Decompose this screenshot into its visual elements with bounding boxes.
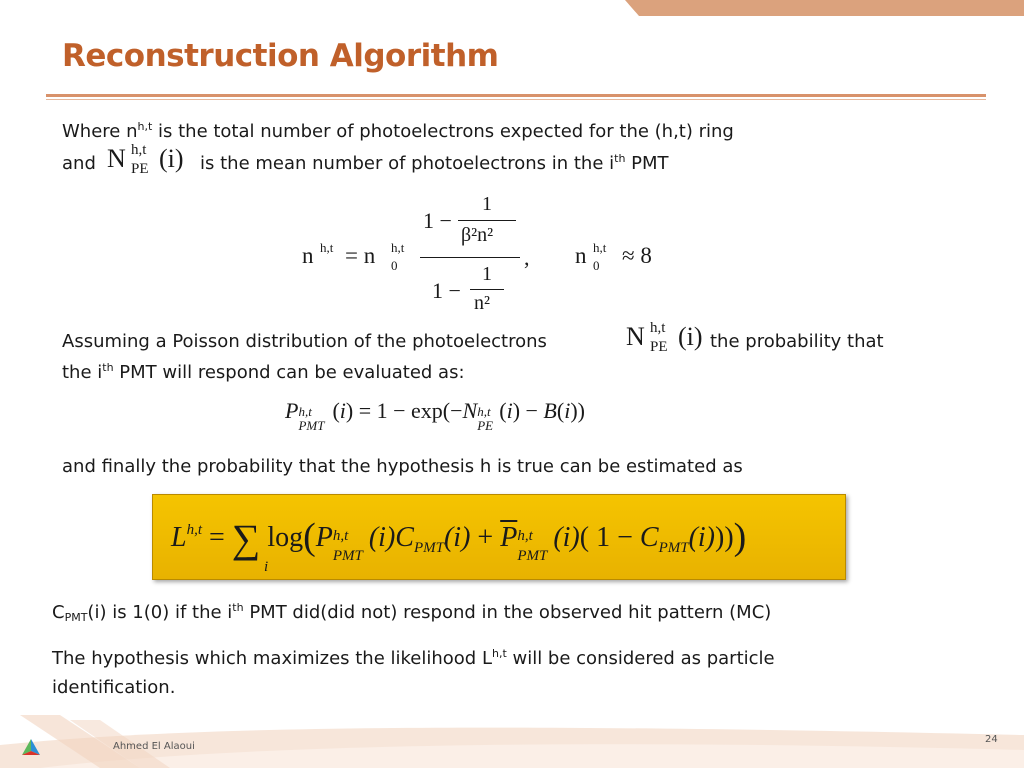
para3: and finally the probability that the hypothesis h is true can be estimated as (62, 456, 743, 477)
para2-line2: the $i^{th}$ PMT will respond can be evaluated as: (62, 361, 465, 383)
title-rule (46, 94, 986, 97)
equation-likelihood: L$^{h,t}$ = ∑ log(P h,t PMT $(i)C_{PMT}(i) + \overline{P}$ h,t PMT (i)( $1 - C_{PMT}(i)$))) i (171, 516, 747, 575)
equation-probability: P h,t PMT (i) = 1 − exp(−N h,t PE (i) − B(i)) (285, 398, 585, 433)
likelihood-equation-box (152, 494, 846, 580)
para5-line2: identification. (52, 677, 176, 698)
para2-line1-rest: the probability that (710, 331, 884, 352)
argonne-logo-icon (20, 737, 42, 759)
fraction-line (470, 289, 504, 290)
main-fraction-line (420, 257, 520, 258)
header-accent-bar (625, 0, 1024, 16)
fraction-line (458, 220, 516, 221)
footer-decoration (0, 705, 1024, 768)
npe-symbol: N h,t PE (i) (107, 142, 184, 177)
para1-line2-rest: is the mean number of photoelectrons in the $i^{th}$ PMT (200, 152, 669, 174)
para4: $C_{PMT}(i)$ is 1(0) if the $i^{th}$ PMT did(did not) respond in the observed hit pattern (MC) (52, 601, 772, 624)
npe-symbol-2: N h,t PE (i) (626, 320, 703, 355)
page-number: 24 (985, 734, 998, 745)
para5-line1: The hypothesis which maximizes the likelihood L$^{h,t}$ will be considered as particle (52, 647, 775, 669)
slide-title: Reconstruction Algorithm (62, 38, 499, 74)
footer-author: Ahmed El Alaoui (113, 741, 195, 752)
title-rule-thin (46, 99, 986, 100)
para1-line1: Where $n^{h,t}$ is the total number of photoelectrons expected for the (h,t) ring (62, 120, 734, 142)
para1-line2: and (62, 153, 96, 174)
para2-line1: Assuming a Poisson distribution of the photoelectrons (62, 331, 547, 352)
